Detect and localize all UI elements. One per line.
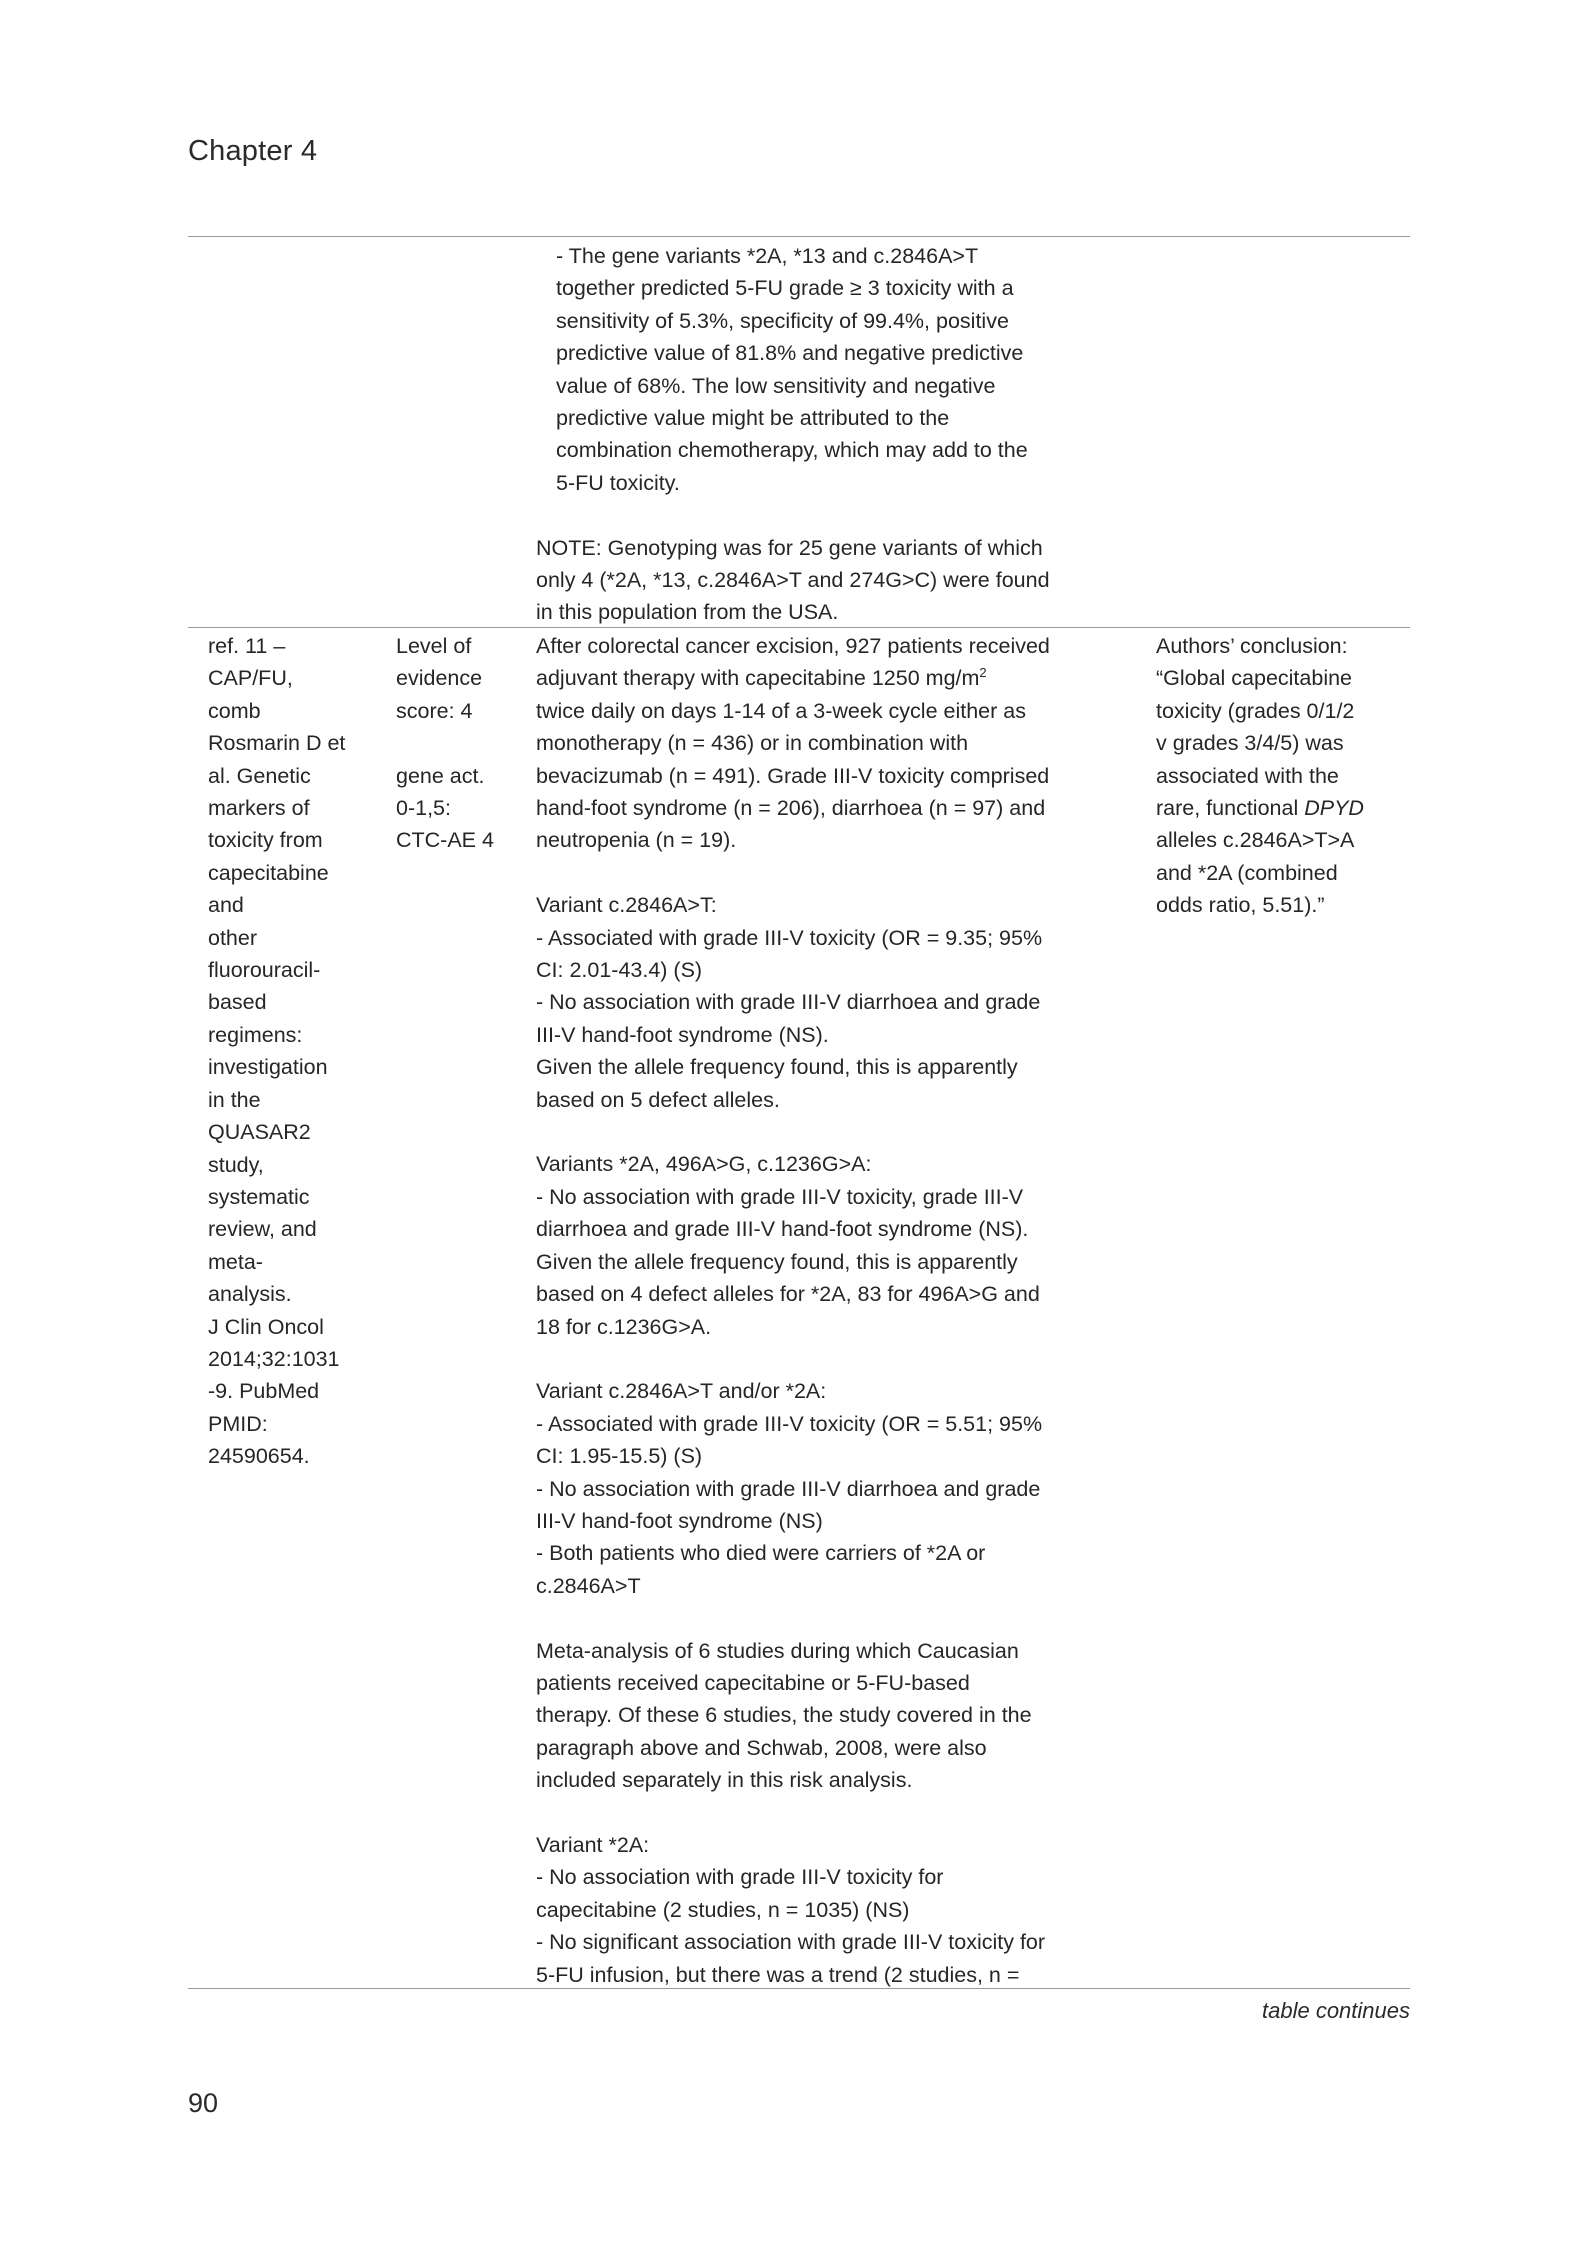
evidence-line: CTC-AE 4 [396,828,494,853]
results-line [536,1343,1136,1375]
results-line: paragraph above and Schwab, 2008, were also [536,1735,987,1760]
continued-results-cell [536,240,1136,629]
results-line: - No association with grade III-V diarrhoea and grade [536,1476,1041,1501]
continued-results-line [536,499,1136,531]
evidence-line: 0-1,5: [396,796,451,821]
reference-line: other [208,925,258,950]
reference-line: toxicity from [208,828,323,853]
reference-line: capecitabine [208,860,329,885]
page-number: 90 [188,2088,219,2118]
remarks-part-b [1156,824,1406,921]
continued-results-line: only 4 (*2A, *13, c.2846A>T and 274G>C) were found [536,568,1050,593]
table-top-rule [188,236,1410,237]
reference-line: analysis. [208,1282,292,1307]
results-line: therapy. Of these 6 studies, the study covered in the [536,1703,1032,1728]
reference-line: study, [208,1152,264,1177]
results-line: twice daily on days 1-14 of a 3-week cycle either as [536,698,1026,723]
results-line: III-V hand-foot syndrome (NS) [536,1508,823,1533]
results-line: bevacizumab (n = 491). Grade III-V toxicity comprised [536,763,1050,788]
reference-line: 2014;32:1031 [208,1346,340,1371]
continued-results-line: predictive value might be attributed to the [556,406,950,431]
results-line: based on 4 defect alleles for *2A, 83 for 496A>G and [536,1282,1040,1307]
results-line [536,857,1136,889]
results-line: Given the allele frequency found, this is apparently [536,1055,1018,1080]
results-line: CI: 1.95-15.5) (S) [536,1444,703,1469]
results-line: - No association with grade III-V diarrhoea and grade [536,990,1041,1015]
remarks-line: Authors’ conclusion: [1156,634,1348,658]
reference-line: QUASAR2 [208,1120,311,1145]
remarks-line: toxicity (grades 0/1/2 [1156,698,1355,723]
results-line: capecitabine (2 studies, n = 1035) (NS) [536,1897,910,1922]
gene-name-italic: DPYD [1304,796,1364,821]
reference-line: -9. PubMed [208,1379,320,1404]
results-line: Variants *2A, 496A>G, c.1236G>A: [536,1152,872,1177]
remarks-line: and *2A (combined [1156,860,1338,885]
reference-line: in the [208,1087,261,1112]
results-line [536,1602,1136,1634]
reference-line: markers of [208,796,310,821]
remarks-line: rare, functional DPYD [1156,796,1364,821]
table-bottom-rule [188,1988,1410,1989]
remarks-line: v grades 3/4/5) was [1156,731,1344,756]
remarks-part-a [1156,630,1406,792]
reference-line: systematic [208,1184,310,1209]
remarks-line: “Global capecitabine [1156,666,1353,691]
remarks-line: odds ratio, 5.51).” [1156,893,1325,918]
continued-results-line: combination chemotherapy, which may add to the [556,438,1028,463]
reference-line: ref. 11 – [208,634,286,658]
results-line: based on 5 defect alleles. [536,1087,780,1112]
superscript-2: 2 [979,665,987,681]
remarks-line: alleles c.2846A>T>A [1156,828,1355,853]
results-line: Variant c.2846A>T: [536,893,717,918]
continued-results-line: NOTE: Genotyping was for 25 gene variants of which [536,535,1043,560]
reference-line: regimens: [208,1022,303,1047]
results-line: - No significant association with grade III-V toxicity for [536,1930,1046,1955]
results-line: Variant *2A: [536,1832,650,1857]
results-line: After colorectal cancer excision, 927 patients received [536,634,1050,658]
evidence-line: evidence [396,666,483,691]
results-cell [536,630,1136,1991]
results-line: adjuvant therapy with capecitabine 1250 $mg/m^2$ [536,665,987,691]
reference-line: fluorouracil- [208,958,321,983]
reference-line: and [208,893,244,918]
reference-line: based [208,990,267,1015]
results-line: Given the allele frequency found, this is apparently [536,1249,1018,1274]
results-line: CI: 2.01-43.4) (S) [536,958,703,983]
reference-line: J Clin Oncol [208,1314,324,1339]
results-line: monotherapy (n = 436) or in combination with [536,731,969,756]
results-line: - No association with grade III-V toxicity, grade III-V [536,1184,1024,1209]
results-line [536,1797,1136,1829]
reference-line: meta- [208,1249,263,1274]
results-line: - Associated with grade III-V toxicity (OR = 5.51; 95% [536,1411,1043,1436]
reference-line: review, and [208,1217,317,1242]
continued-results-line: - The gene variants *2A, *13 and c.2846A>T [556,244,979,268]
results-line: diarrhoea and grade III-V hand-foot syndrome (NS). [536,1217,1029,1242]
results-line: - No association with grade III-V toxicity for [536,1865,944,1890]
continued-results-line: value of 68%. The low sensitivity and negative [556,373,996,398]
continued-results-line: in this population from the USA. [536,600,839,625]
reference-cell [208,630,388,1473]
remarks-line: associated with the [1156,763,1339,788]
continued-results-line: together predicted 5-FU grade ≥ 3 toxicity with a [556,276,1014,301]
table-continues-note: table continues [1262,1998,1410,2023]
results-line: patients received capecitabine or 5-FU-based [536,1670,970,1695]
reference-line: comb [208,698,261,723]
evidence-line: score: 4 [396,698,473,723]
chapter-header: Chapter 4 [188,135,318,167]
reference-line: investigation [208,1055,328,1080]
results-rest [536,695,1136,1991]
reference-line: 24590654. [208,1444,310,1469]
continued-results-line: sensitivity of 5.3%, specificity of 99.4%, positive [556,308,1009,333]
evidence-line: Level of [396,634,472,658]
results-line: hand-foot syndrome (n = 206), diarrhoea (n = 97) and [536,796,1046,821]
evidence-line: gene act. [396,763,485,788]
results-line: c.2846A>T [536,1573,641,1598]
continued-results-line: predictive value of 81.8% and negative predictive [556,341,1024,366]
row-divider-rule [188,627,1410,628]
results-line: Meta-analysis of 6 studies during which Caucasian [536,1638,1019,1663]
results-line [536,1116,1136,1148]
results-line: III-V hand-foot syndrome (NS). [536,1022,829,1047]
results-line: - Both patients who died were carriers of *2A or [536,1541,986,1566]
reference-line: al. Genetic [208,763,311,788]
results-line: included separately in this risk analysis. [536,1768,913,1793]
reference-line: Rosmarin D et [208,731,346,756]
continued-results-line: 5-FU toxicity. [556,470,680,495]
remarks-cell [1156,630,1406,922]
evidence-level-cell [396,630,526,857]
results-line: 5-FU infusion, but there was a trend (2 studies, n = [536,1962,1020,1987]
evidence-line [396,727,526,759]
reference-line: PMID: [208,1411,268,1436]
reference-line: CAP/FU, [208,666,293,691]
results-line: neutropenia (n = 19). [536,828,737,853]
results-line: - Associated with grade III-V toxicity (OR = 9.35; 95% [536,925,1043,950]
results-line: 18 for c.1236G>A. [536,1314,712,1339]
results-line: Variant c.2846A>T and/or *2A: [536,1379,827,1404]
